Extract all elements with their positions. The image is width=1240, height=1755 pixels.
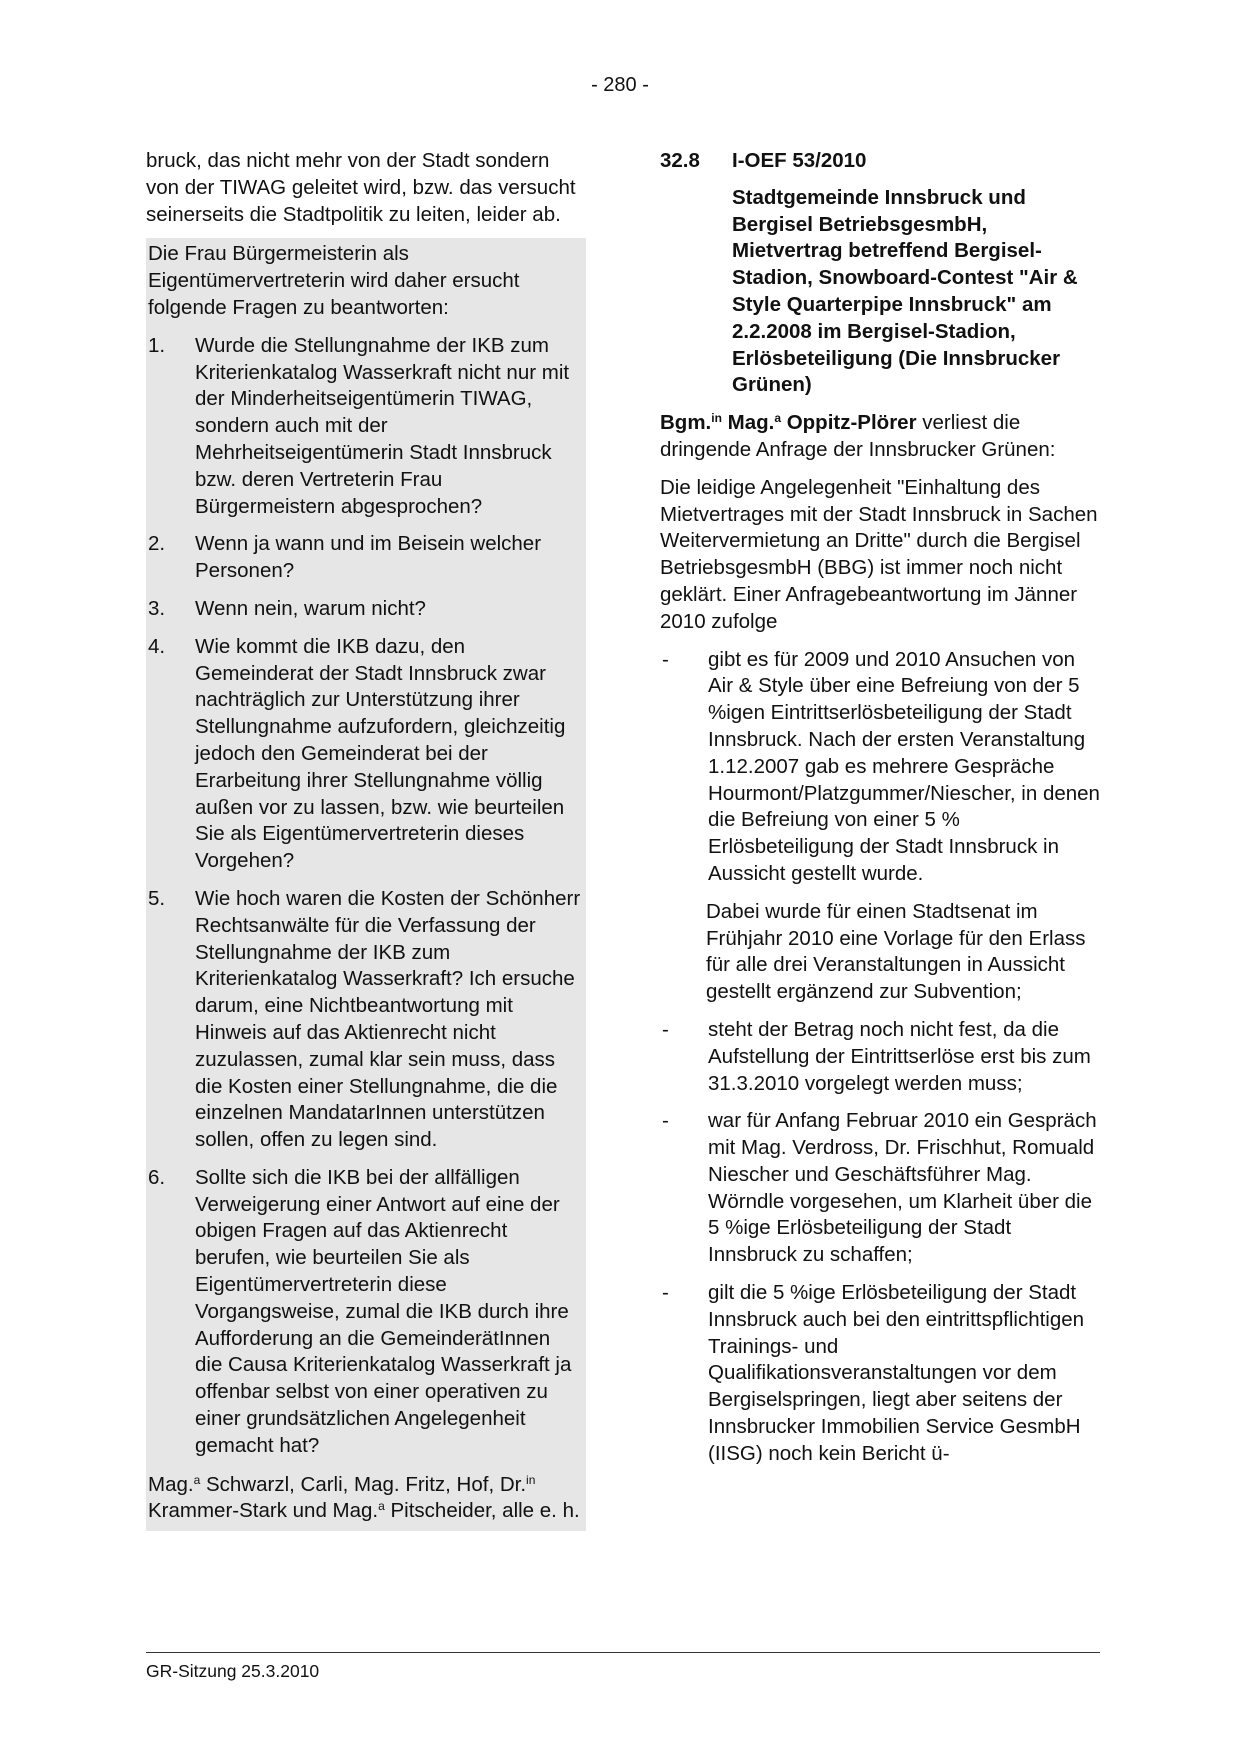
bullet-text: gilt die 5 %ige Erlösbeteiligung der Stadt Innsbruck auch bei den eintrittspflichtigen Trainings- und Qualifikationsveranstaltungen vor dem Bergiselspringen, liegt aber seitens der Innsbrucker Immobilien Service GesmbH (IISG) noch kein Bericht ü- [708, 1281, 1085, 1465]
body-paragraph: Die leidige Angelegenheit "Einhaltung des Mietvertrages mit der Stadt Innsbruck in Sachen Weitervermietung an Dritte" durch die Bergisel BetriebsgesmbH (BBG) ist immer noch nicht geklärt. Einer Anfragebeantwortung im Jänner 2010 zufolge [660, 475, 1098, 633]
question-text: Wenn ja wann und im Beisein welcher Personen? [195, 532, 542, 583]
speaker-line: Bgm.$^{in}$ Mag.$^a$ Oppitz-Plörer verliest die dringende Anfrage der Innsbrucker Grünen: [660, 411, 1056, 461]
footer-divider [146, 1652, 1100, 1653]
question-item [146, 596, 586, 623]
page-number: - 280 - [591, 74, 649, 96]
question-number: 2. [148, 532, 166, 556]
right-column [660, 148, 1100, 1468]
question-number: 4. [148, 634, 166, 658]
bullet-text: war für Anfang Februar 2010 ein Gespräch mit Mag. Verdross, Dr. Frischhut, Romuald Niescher und Geschäftsführer Mag. Wörndle vorgesehen, um Klarheit über die 5 %ige Erlösbeteiligung der Stadt Innsbruck zu schaffen; [708, 1109, 1097, 1267]
question-item [146, 634, 586, 875]
question-box [146, 238, 586, 1531]
bullet-item [660, 647, 1100, 888]
agenda-title: Stadtgemeinde Innsbruck und Bergisel BetriebsgesmbH, Mietvertrag betreffend Bergisel-Stadion, Snowboard-Contest "Air & Style Quarterpipe Innsbruck" am 2.2.2008 im Bergisel-Stadion, Erlösbeteiligung (Die Innsbrucker Grünen) [732, 185, 1078, 397]
left-column [146, 148, 586, 1531]
footer-text: GR-Sitzung 25.3.2010 [146, 1661, 320, 1681]
agenda-code: I-OEF 53/2010 [732, 149, 867, 172]
agenda-heading [660, 148, 1100, 175]
question-number: 6. [148, 1165, 166, 1189]
bullet-dash: - [662, 1281, 669, 1305]
question-number: 5. [148, 886, 166, 910]
question-item [146, 886, 586, 1154]
bullet-dash: - [662, 647, 669, 671]
question-text: Wurde die Stellungnahme der IKB zum Kriterienkatalog Wasserkraft nicht nur mit der Minderheitseigentümerin TIWAG, sondern auch mit der Mehrheitseigentümerin Stadt Innsbruck bzw. deren Vertreterin Frau Bürgermeistern abgesprochen? [195, 333, 570, 518]
question-number: 1. [148, 333, 166, 357]
question-item [146, 333, 586, 521]
question-item [146, 1165, 586, 1460]
agenda-number: 32.8 [660, 149, 700, 172]
bullet-dash: - [662, 1017, 669, 1041]
bullet-sub-paragraph: Dabei wurde für einen Stadtsenat im Frühjahr 2010 eine Vorlage für den Erlass für alle drei Veranstaltungen in Aussicht gestellt ergänzend zur Subvention; [706, 899, 1086, 1004]
signers: Mag.$^a$ Schwarzl, Carli, Mag. Fritz, Hof, Dr.$^{in}$ Krammer-Stark und Mag.$^a$ Pitscheider, alle e. h. [148, 1472, 580, 1523]
question-text: Sollte sich die IKB bei der allfälligen Verweigerung einer Antwort auf eine der obigen Fragen auf das Aktienrecht berufen, wie beurteilen Sie als Eigentümervertreterin diese Vorgangsweise, zumal die IKB durch ihre Aufforderung an die GemeinderätInnen die Causa Kriterienkatalog Wasserkraft ja offenbar selbst von einer operativen zu einer grundsätzlichen Angelegenheit gemacht hat? [195, 1165, 572, 1457]
intro-paragraph: bruck, das nicht mehr von der Stadt sondern von der TIWAG geleitet wird, bzw. das versucht seinerseits die Stadtpolitik zu leiten, leider ab. [146, 149, 576, 226]
box-intro: Die Frau Bürgermeisterin als Eigentümervertreterin wird daher ersucht folgende Fragen zu beantworten: [148, 242, 520, 319]
bullet-item [660, 1017, 1100, 1097]
question-text: Wie kommt die IKB dazu, den Gemeinderat der Stadt Innsbruck zwar nachträglich zur Unterstützung ihrer Stellungnahme aufzufordern, gleichzeitig jedoch den Gemeinderat bei der Erarbeitung ihrer Stellungnahme völlig außen vor zu lassen, bzw. wie beurteilen Sie als Eigentümervertreterin dieses Vorgehen? [195, 634, 566, 873]
bullet-text: steht der Betrag noch nicht fest, da die Aufstellung der Eintrittserlöse erst bis zum 31.3.2010 vorgelegt werden muss; [708, 1017, 1091, 1095]
bullet-item [660, 1108, 1100, 1269]
bullet-item [660, 1280, 1100, 1468]
bullet-dash: - [662, 1109, 669, 1133]
question-text: Wie hoch waren die Kosten der Schönherr Rechtsanwälte für die Verfassung der Stellungnahme der IKB zum Kriterienkatalog Wasserkraft? Ich ersuche darum, eine Nichtbeantwortung mit Hinweis auf das Aktienrecht nicht zuzulassen, zumal klar sein muss, dass die Kosten einer Stellungnahme, die die einzelnen MandatarInnen unterstützen sollen, offen zu legen sind. [195, 886, 581, 1152]
question-text: Wenn nein, warum nicht? [195, 596, 426, 620]
bullet-text: gibt es für 2009 und 2010 Ansuchen von Air & Style über eine Befreiung von der 5 %igen Eintrittserlösbeteiligung der Stadt Innsbruck. Nach der ersten Veranstaltung 1.12.2007 gab es mehrere Gespräche Hourmont/Platzgummer/Niescher, in denen die Befreiung von einer 5 % Erlösbeteiligung der Stadt Innsbruck in Aussicht gestellt wurde. [708, 647, 1100, 885]
question-number: 3. [148, 596, 166, 620]
question-item [146, 531, 586, 585]
